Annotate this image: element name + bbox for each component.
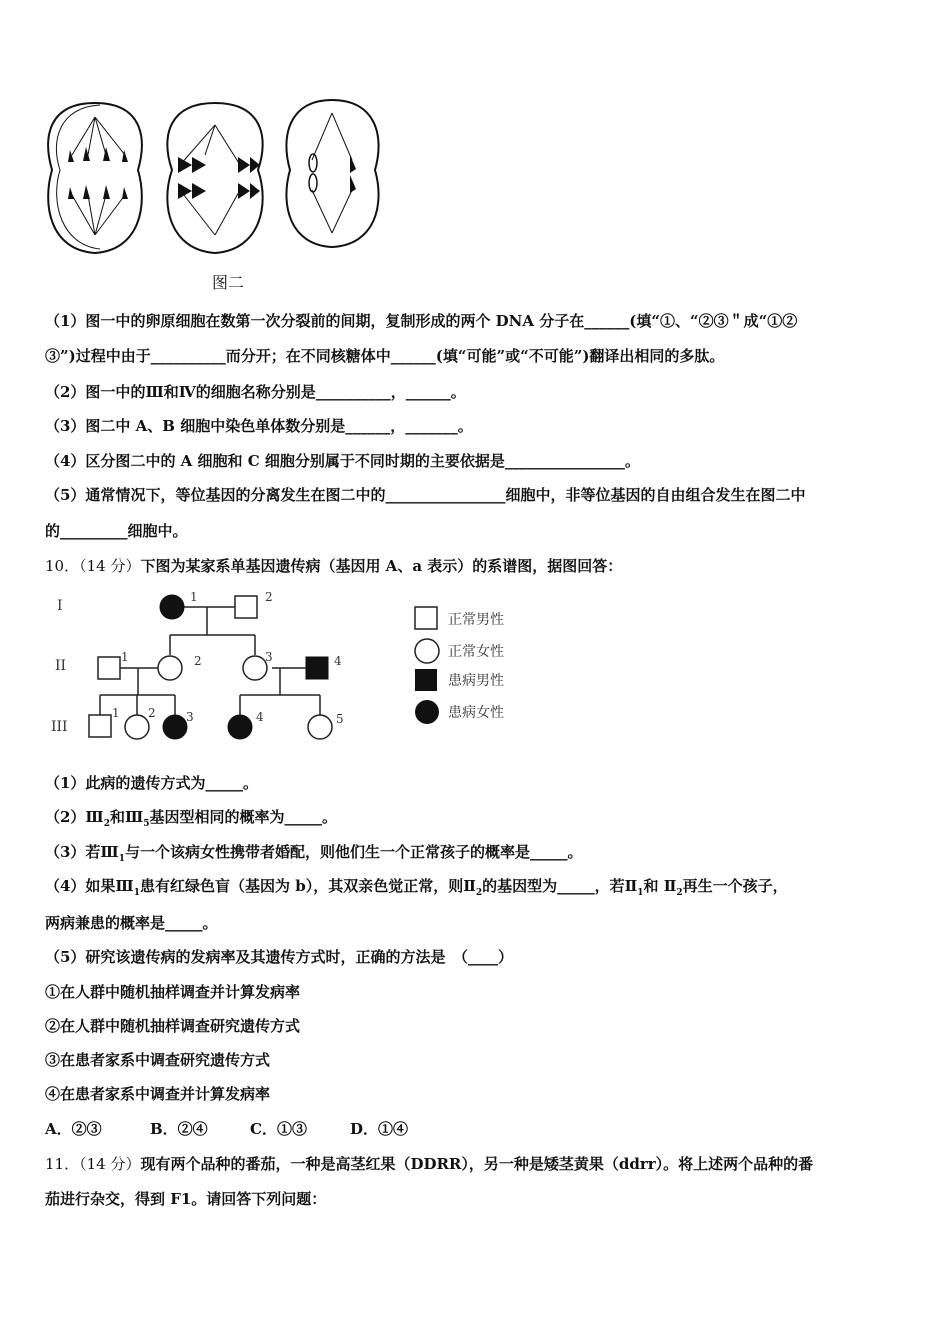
q10-line-5: 两病兼患的概率是_____。 xyxy=(45,914,218,932)
q10-choice-b[interactable]: B．②④ xyxy=(150,1120,208,1138)
pedigree-num-III5: 5 xyxy=(336,712,344,726)
pedigree-num-II4: 4 xyxy=(334,654,342,668)
q10-l4-e: 再生一个孩子， xyxy=(682,877,788,895)
pedigree-num-II3: 3 xyxy=(265,650,273,664)
q9-line-4: （3）图二中 A、B 细胞中染色单体数分别是______，_______。 xyxy=(45,417,473,435)
q10-l3-sub: 1 xyxy=(118,854,125,864)
q10-line-4 xyxy=(45,876,788,903)
pedigree-I2-normal-male xyxy=(235,596,257,618)
pedigree-II3-normal-female xyxy=(243,656,267,680)
q9-line-2: ③”)过程中由于__________而分开；在不同核糖体中______(填“可能”或“不可能”)翻译出相同的多肽。 xyxy=(45,347,725,365)
pedigree-III4-affected-female xyxy=(228,715,252,739)
q9-line-5: （4）区分图二中的 A 细胞和 C 细胞分别属于不同时期的主要依据是________________。 xyxy=(45,452,640,470)
pedigree-num-III3: 3 xyxy=(186,710,194,724)
legend-label-affected-male: 患病男性 xyxy=(448,673,504,689)
q10-l4-a: （4）如果Ⅲ xyxy=(45,877,134,895)
q11-header xyxy=(45,1154,813,1174)
figure-caption: 图二 xyxy=(212,273,245,292)
legend-normal-female-icon xyxy=(415,639,439,663)
pedigree-II1-normal-male xyxy=(98,657,120,679)
q10-l4-sub4: 2 xyxy=(676,888,683,898)
q10-header xyxy=(45,556,622,576)
q10-l4-sub1: 1 xyxy=(133,888,140,898)
q9-line-7: 的_________细胞中。 xyxy=(45,522,188,540)
legend-affected-female-icon xyxy=(415,700,439,724)
legend-label-affected-female: 患病女性 xyxy=(448,705,504,721)
q10-header-text: 下图为某家系单基因遗传病（基因用 A、a 表示）的系谱图，据图回答： xyxy=(140,557,623,575)
q10-choice-c[interactable]: C．①③ xyxy=(250,1120,307,1138)
q10-line-1: （1）此病的遗传方式为_____。 xyxy=(45,774,258,792)
cell-division-figure xyxy=(40,95,400,265)
pedigree-III3-affected-female xyxy=(163,715,187,739)
q10-l2-sub2: 5 xyxy=(143,819,150,829)
q11-header-text: 现有两个品种的番茄，一种是高茎红果（DDRR），另一种是矮茎黄果（ddrr）。将上述两个品种的番 xyxy=(140,1155,814,1173)
q10-l4-d: 和 Ⅱ xyxy=(643,877,677,895)
pedigree-III2-normal-female xyxy=(125,715,149,739)
q10-choice-d[interactable]: D．①④ xyxy=(350,1120,409,1138)
pedigree-III5-normal-female xyxy=(308,715,332,739)
q10-l4-sub3: 1 xyxy=(637,888,644,898)
q10-l3-a: （3）若Ⅲ xyxy=(45,843,119,861)
pedigree-num-I1: 1 xyxy=(190,590,198,604)
pedigree-num-II2: 2 xyxy=(194,654,202,668)
q9-line-1: （1）图一中的卵原细胞在数第一次分裂前的间期，复制形成的两个 DNA 分子在______(填“①、“②③＂成“①② xyxy=(45,312,798,330)
pedigree-II2-normal-female xyxy=(158,656,182,680)
pedigree-III1-normal-male xyxy=(89,715,111,737)
legend-normal-male-icon xyxy=(415,607,437,629)
legend-label-normal-male: 正常男性 xyxy=(448,612,504,628)
q10-option-3: ③在患者家系中调查研究遗传方式 xyxy=(45,1051,271,1069)
q10-number: 10．（14 分） xyxy=(45,557,141,575)
legend-affected-male-icon xyxy=(415,669,437,691)
pedigree-num-III2: 2 xyxy=(148,706,156,720)
q10-choice-a[interactable]: A．②③ xyxy=(45,1120,102,1138)
q10-option-4: ④在患者家系中调查并计算发病率 xyxy=(45,1085,271,1103)
q9-line-6: （5）通常情况下，等位基因的分离发生在图二中的________________细胞中，非等位基因的自由组合发生在图二中 xyxy=(45,486,806,504)
q11-number: 11．（14 分） xyxy=(45,1155,141,1173)
q10-line-3 xyxy=(45,842,583,869)
q10-l2-c: 基因型相同的概率为_____。 xyxy=(149,808,338,826)
pedigree-num-II1: 1 xyxy=(121,650,129,664)
q10-line-6: （5）研究该遗传病的发病率及其遗传方式时，正确的方法是 （____） xyxy=(45,948,513,966)
generation-label-1: I xyxy=(57,598,63,614)
q10-l4-sub2: 2 xyxy=(475,888,483,898)
pedigree-num-III1: 1 xyxy=(112,706,120,720)
q10-option-1: ①在人群中随机抽样调查并计算发病率 xyxy=(45,983,301,1001)
q10-l2-sub1: 2 xyxy=(103,819,110,829)
pedigree-legend xyxy=(410,604,450,724)
q10-l4-c: 的基因型为_____，若Ⅱ xyxy=(482,877,638,895)
q10-line-2 xyxy=(45,807,337,834)
pedigree-num-I2: 2 xyxy=(265,590,273,604)
q10-l2-b: 和Ⅲ xyxy=(109,808,144,826)
q11-line-2: 茄进行杂交，得到 F1。请回答下列问题： xyxy=(45,1190,327,1208)
generation-label-2: II xyxy=(55,658,67,674)
q10-l2-a: （2）Ⅲ xyxy=(45,808,104,826)
pedigree-I1-affected-female xyxy=(160,595,184,619)
legend-label-normal-female: 正常女性 xyxy=(448,644,504,660)
q10-l3-b: 与一个该病女性携带者婚配，则他们生一个正常孩子的概率是_____。 xyxy=(124,843,583,861)
pedigree-num-III4: 4 xyxy=(256,710,264,724)
pedigree-chart xyxy=(80,590,380,750)
q10-l4-b: 患有红绿色盲（基因为 b），其双亲色觉正常，则Ⅱ xyxy=(139,877,476,895)
q10-option-2: ②在人群中随机抽样调查研究遗传方式 xyxy=(45,1017,301,1035)
generation-label-3: III xyxy=(51,719,68,735)
pedigree-II4-affected-male xyxy=(306,657,328,679)
q9-line-3: （2）图一中的Ⅲ和Ⅳ的细胞名称分别是__________，______。 xyxy=(45,383,466,401)
